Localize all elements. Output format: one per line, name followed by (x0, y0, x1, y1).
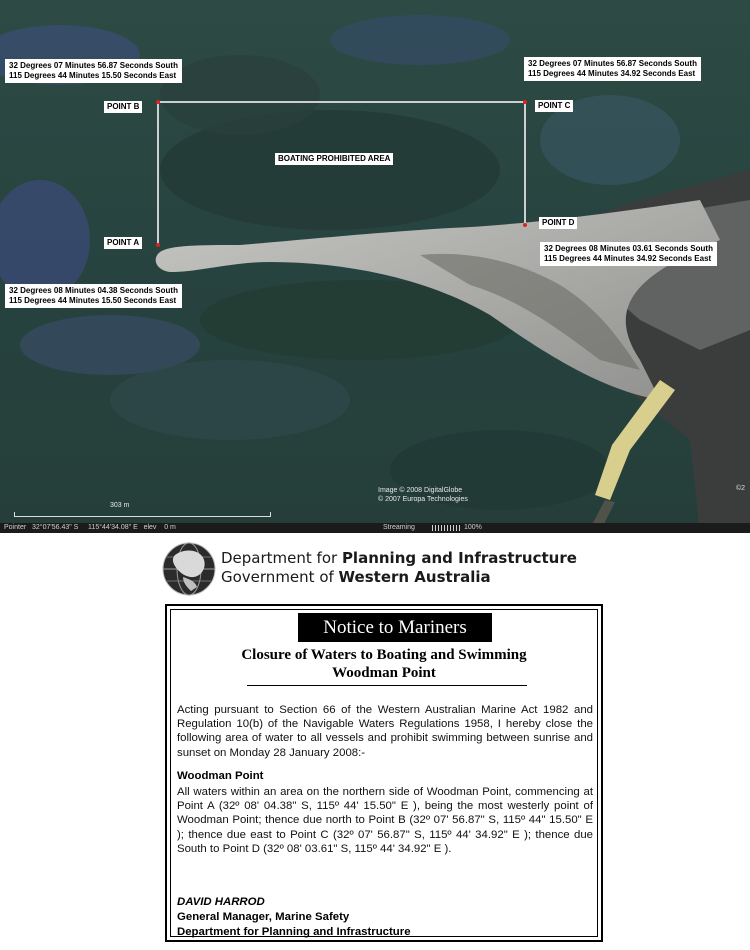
point-a-label: POINT A (104, 237, 142, 249)
body-paragraph: All waters within an area on the northern side of Woodman Point, commencing at Point A (32º 08' 04.38" S, 115º 44' 15.50" E ), being the most westerly point of Woodman Point; thence due north to Point B (32º 07' 56.87" S, 115º 44" 15.50" E ); thence due east to Point C (32º 07' 56.87" S, 115º 44' 34.92" E ); thence due South to Point D (32º 08' 03.61" S, 115º 44' 34.92" E ). (177, 786, 593, 855)
dept-prefix: Department for (221, 549, 342, 567)
streaming-percent: 100% (464, 524, 482, 531)
signatory-org: Department for Planning and Infrastructure (177, 926, 411, 938)
gov-prefix: Government of (221, 568, 339, 586)
gov-name (221, 568, 491, 586)
scale-label: 303 m (110, 502, 130, 509)
coord-lat: 32 Degrees 08 Minutes 04.38 Seconds South (9, 286, 178, 295)
point-d-label: POINT D (539, 217, 577, 229)
notice-inner (170, 609, 598, 937)
notice-title: Notice to Mariners (298, 613, 492, 642)
notice-box (165, 604, 603, 942)
point-a-marker (156, 243, 160, 247)
point-d-marker (523, 223, 527, 227)
imagery-copyright (378, 486, 468, 504)
coord-lon: 115 Degrees 44 Minutes 34.92 Seconds East (544, 254, 712, 263)
scale-bar (14, 512, 271, 517)
closure-title-line-2: Woodman Point (332, 665, 436, 681)
coord-lat: 32 Degrees 07 Minutes 56.87 Seconds South (528, 59, 697, 68)
point-c-marker (523, 100, 527, 104)
coord-lon: 115 Degrees 44 Minutes 34.92 Seconds East (528, 69, 696, 78)
dept-name (221, 549, 577, 567)
coord-lat: 32 Degrees 07 Minutes 56.87 Seconds South (9, 61, 178, 70)
dept-bold: Planning and Infrastructure (341, 549, 577, 567)
point-b-label: POINT B (104, 101, 142, 113)
point-c-label: POINT C (535, 100, 573, 112)
area-label: BOATING PROHIBITED AREA (275, 153, 393, 165)
section-heading: Woodman Point (177, 770, 264, 782)
point-b-marker (156, 100, 160, 104)
gov-bold: Western Australia (338, 568, 491, 586)
copyright-line-1: Image © 2008 DigitalGlobe (378, 487, 463, 494)
coord-lat: 32 Degrees 08 Minutes 03.61 Seconds South (544, 244, 713, 253)
globe-logo-icon (161, 541, 217, 597)
coord-lon: 115 Degrees 44 Minutes 15.50 Seconds East (9, 71, 177, 80)
streaming-progress (432, 525, 460, 531)
streaming-label: Streaming (383, 524, 415, 531)
coord-lon: 115 Degrees 44 Minutes 15.50 Seconds East (9, 296, 177, 305)
signatory-name: DAVID HARROD (177, 896, 265, 908)
point-b-coords (5, 59, 182, 83)
signatory-title: General Manager, Marine Safety (177, 911, 350, 923)
title-divider (247, 685, 527, 686)
point-d-coords (540, 242, 717, 266)
copyright-line-2: © 2007 Europa Technologies (378, 496, 468, 503)
intro-paragraph: Acting pursuant to Section 66 of the Western Australian Marine Act 1982 and Regulation 10(b) of the Navigable Waters Regulations 1958, I hereby close the following area of water to all vessels and prohibit swimming between sunrise and sunset on Monday 28 January 2008:- (177, 704, 593, 759)
point-a-coords (5, 284, 182, 308)
closure-title (171, 646, 597, 682)
status-bar (0, 523, 750, 533)
closure-title-line-1: Closure of Waters to Boating and Swimming (241, 647, 527, 663)
point-c-coords (524, 57, 701, 81)
pointer-readout: Pointer 32°07'56.43" S 115°44'34.08" E elev 0 m (4, 524, 176, 531)
edge-mark: ©2 (736, 485, 746, 492)
